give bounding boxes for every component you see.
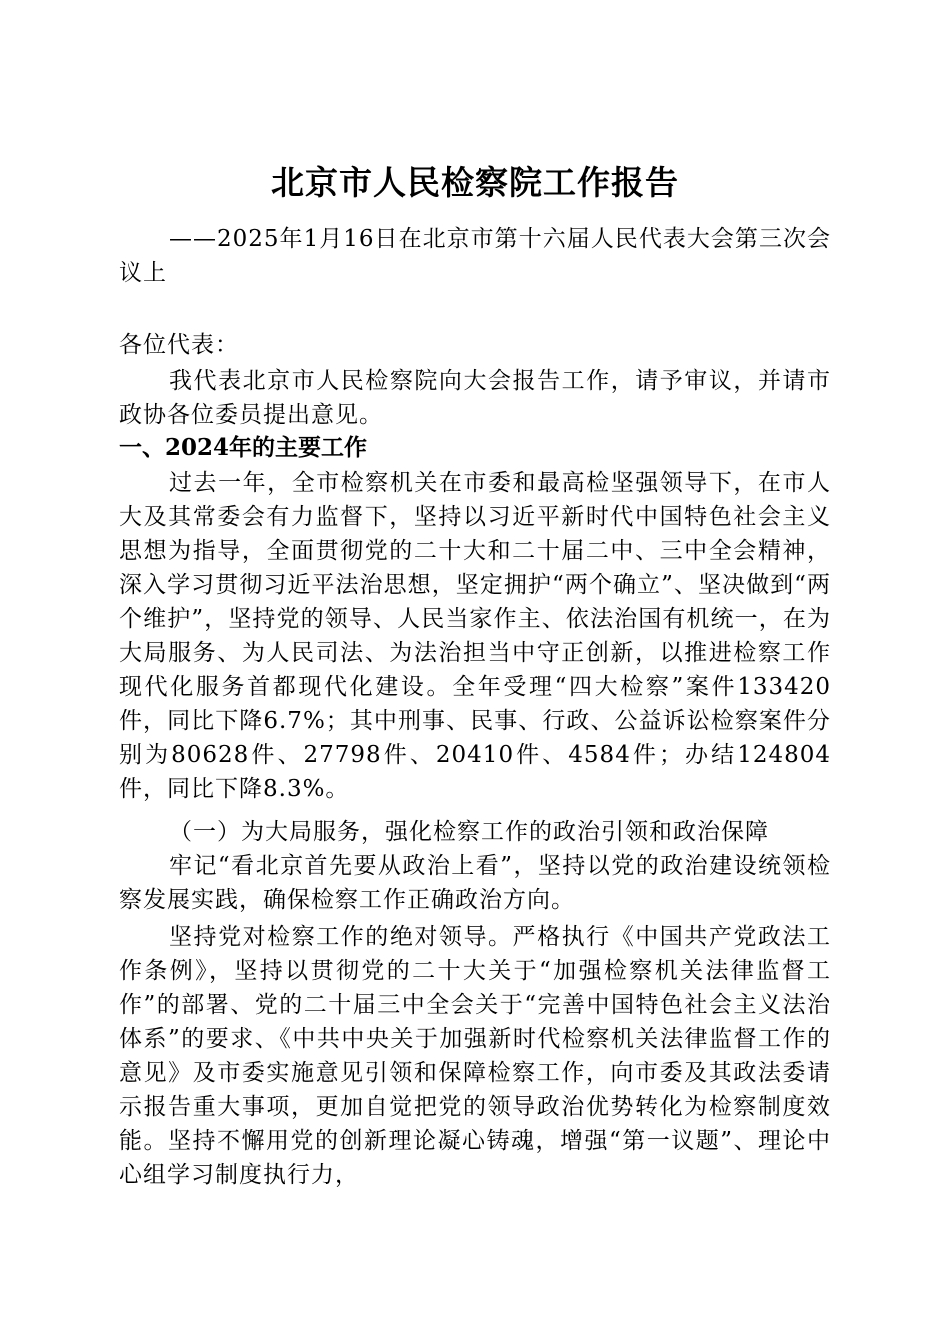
document-subtitle: ——2025年1月16日在北京市第十六届人民代表大会第三次会议上 <box>119 226 831 286</box>
subsection-1-paragraph-2: 坚持党对检察工作的绝对领导。严格执行《中国共产党政法工作条例》，坚持以贯彻党的二十大关于“加强检察机关法律监督工作”的部署、党的二十届三中全会关于“完善中国特色社会主义法治体系”的要求、《中共中央关于加强新时代检察机关法律监督工作的意见》及市委实施意见引领和保障检察工作，向市委及其政法委请示报告重大事项，更加自觉把党的领导政治优势转化为检察制度效能。坚持不懈用党的创新理论凝心铸魂，增强“第一议题”、理论中心组学习制度执行力， <box>119 924 831 1188</box>
salutation: 各位代表： <box>119 332 239 358</box>
intro-paragraph: 我代表北京市人民检察院向大会报告工作，请予审议，并请市政协各位委员提出意见。 <box>119 368 831 428</box>
document-title: 北京市人民检察院工作报告 <box>271 163 679 202</box>
subsection-1-paragraph-1: 牢记“看北京首先要从政治上看”，坚持以党的政治建设统领检察发展实践，确保检察工作正确政治方向。 <box>119 853 831 913</box>
subsection-heading-1: （一）为大局服务，强化检察工作的政治引领和政治保障 <box>169 819 769 845</box>
section-1-paragraph: 过去一年，全市检察机关在市委和最高检坚强领导下，在市人大及其常委会有力监督下，坚持以习近平新时代中国特色社会主义思想为指导，全面贯彻党的二十大和二十届二中、三中全会精神，深入学习贯彻习近平法治思想，坚定拥护“两个确立”、坚决做到“两个维护”，坚持党的领导、人民当家作主、依法治国有机统一，在为大局服务、为人民司法、为法治担当中守正创新，以推进检察工作现代化服务首都现代化建设。全年受理“四大检察”案件133420件，同比下降6.7%；其中刑事、民事、行政、公益诉讼检察案件分别为80628件、27798件、20410件、4584件；办结124804件，同比下降8.3%。 <box>119 470 831 802</box>
section-heading-1: 一、2024年的主要工作 <box>119 434 368 461</box>
